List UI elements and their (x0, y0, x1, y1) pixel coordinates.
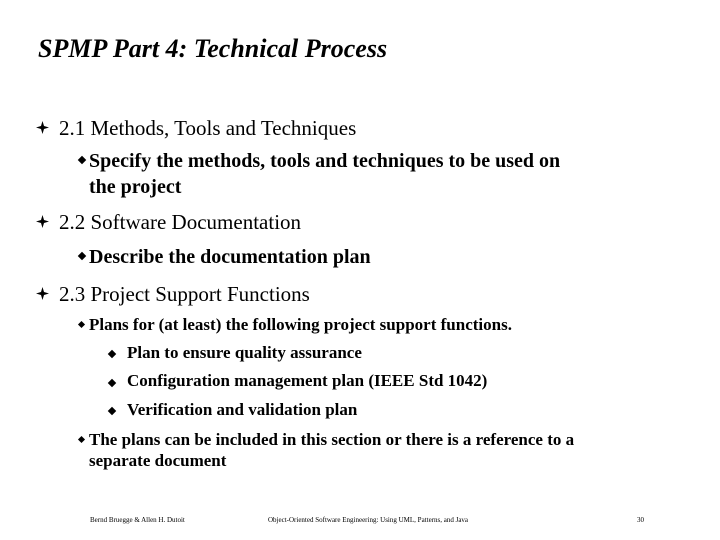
subitem-specify-methods: Specify the methods, tools and techniques to be used on (89, 150, 561, 172)
diamond-bullet-icon (78, 252, 86, 260)
footer-book-title: Object-Oriented Software Engineering: Using UML, Patterns, and Java (268, 516, 469, 524)
diamond-star-bullet-icon (36, 215, 49, 228)
diamond-bullet-icon (108, 379, 116, 387)
subitem-plans-inclusion: The plans can be included in this section or there is a reference to a (89, 430, 575, 449)
subitem-documentation-plan: Describe the documentation plan (89, 246, 371, 268)
subsubitem-verification-validation: Verification and validation plan (127, 400, 358, 419)
diamond-star-bullet-icon (36, 121, 49, 134)
item-software-documentation: 2.2 Software Documentation (59, 210, 302, 234)
item-methods-tools: 2.1 Methods, Tools and Techniques (59, 116, 357, 140)
subitem-plans-inclusion-cont: separate document (89, 451, 227, 470)
subsubitem-quality-assurance: Plan to ensure quality assurance (127, 343, 362, 362)
diamond-bullet-icon (108, 350, 116, 358)
diamond-bullet-icon (78, 436, 85, 443)
diamond-bullet-icon (108, 407, 116, 415)
diamond-bullet-icon (78, 156, 86, 164)
subitem-specify-methods-cont: the project (89, 176, 182, 198)
slide-title: SPMP Part 4: Technical Process (38, 34, 388, 63)
diamond-star-bullet-icon (36, 287, 49, 300)
footer-page-number: 30 (637, 516, 644, 524)
item-project-support: 2.3 Project Support Functions (59, 282, 310, 306)
subsubitem-configuration-management: Configuration management plan (IEEE Std 1042) (127, 371, 488, 390)
subitem-support-plans: Plans for (at least) the following project support functions. (89, 315, 512, 334)
diamond-bullet-icon (78, 321, 85, 328)
footer-authors: Bernd Bruegge & Allen H. Dutoit (90, 516, 185, 524)
